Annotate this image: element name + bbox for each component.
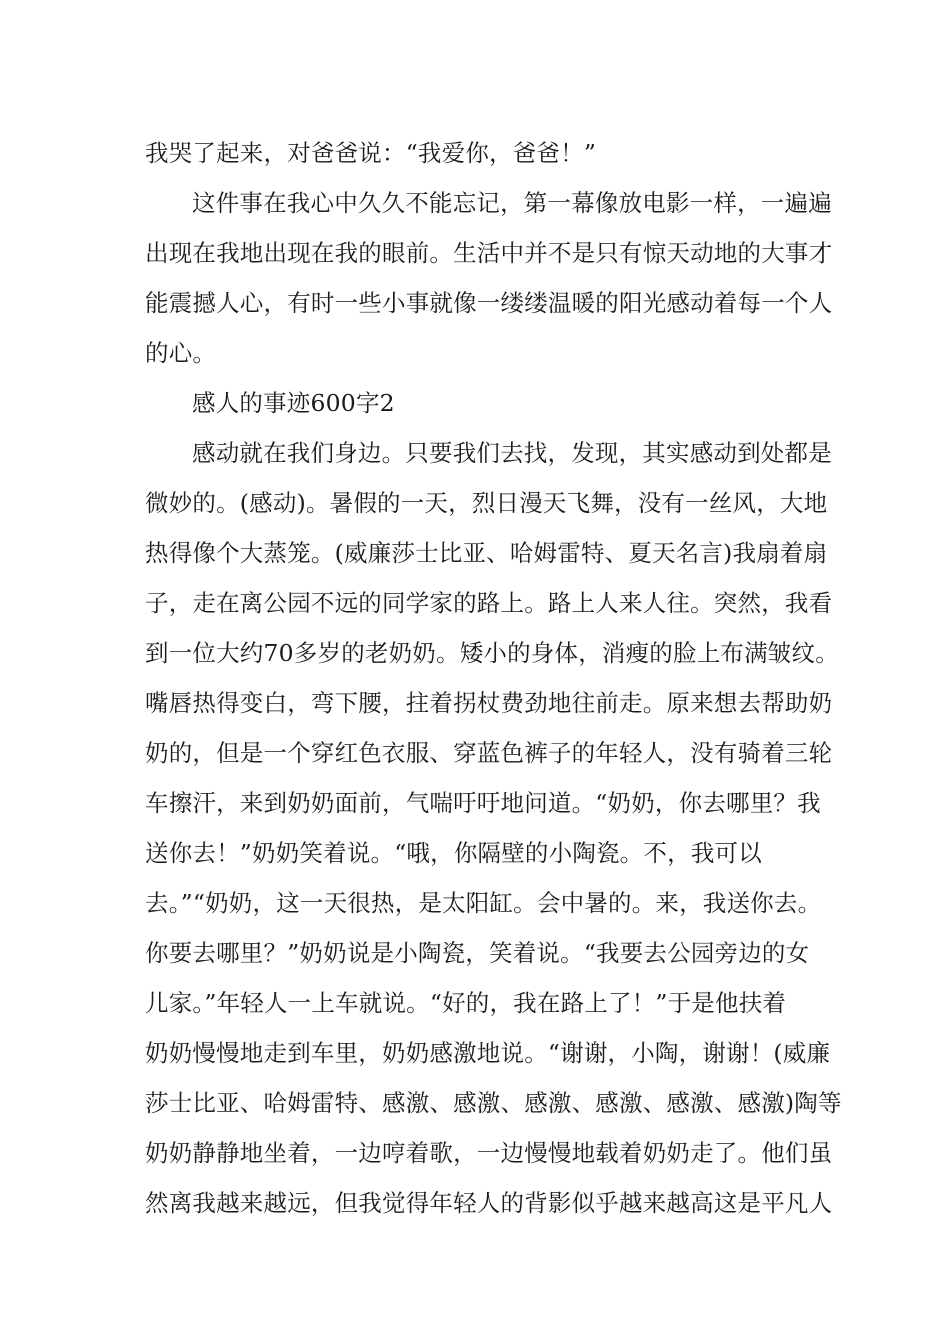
text-line: 然离我越来越远，但我觉得年轻人的背影似乎越来越高这是平凡人 bbox=[145, 1189, 833, 1217]
text-line: 嘴唇热得变白，弯下腰，拄着拐杖费劲地往前走。原来想去帮助奶 bbox=[145, 689, 833, 717]
text-line: 送你去！”奶奶笑着说。“哦，你隔壁的小陶瓷。不，我可以 bbox=[145, 839, 762, 867]
text-line: 热得像个大蒸笼。(威廉莎士比亚、哈姆雷特、夏天名言)我扇着扇 bbox=[145, 539, 828, 567]
text-line: 奶的，但是一个穿红色衣服、穿蓝色裤子的年轻人，没有骑着三轮 bbox=[145, 739, 833, 767]
text-line: 奶奶静静地坐着，一边哼着歌，一边慢慢地载着奶奶走了。他们虽 bbox=[145, 1139, 833, 1167]
text-line: 能震撼人心，有时一些小事就像一缕缕温暖的阳光感动着每一个人 bbox=[145, 289, 833, 317]
paragraph-start-line: 感动就在我们身边。只要我们去找，发现，其实感动到处都是 bbox=[192, 439, 832, 467]
text-line: 子，走在离公园不远的同学家的路上。路上人来人往。突然，我看 bbox=[145, 589, 833, 617]
section-heading: 感人的事迹600字2 bbox=[192, 389, 395, 417]
text-line: 我哭了起来，对爸爸说：“我爱你，爸爸！” bbox=[145, 139, 597, 167]
text-line: 微妙的。(感动)。暑假的一天，烈日漫天飞舞，没有一丝风，大地 bbox=[145, 489, 828, 517]
text-line: 儿家。”年轻人一上车就说。“好的，我在路上了！”于是他扶着 bbox=[145, 989, 787, 1017]
text-line: 到一位大约70多岁的老奶奶。矮小的身体，消瘦的脸上布满皱纹。 bbox=[145, 639, 839, 667]
text-line: 去。”“奶奶，这一天很热，是太阳缸。会中暑的。来，我送你去。 bbox=[145, 889, 822, 917]
text-line: 出现在我地出现在我的眼前。生活中并不是只有惊天动地的大事才 bbox=[145, 239, 833, 267]
paragraph-start-line: 这件事在我心中久久不能忘记，第一幕像放电影一样，一遍遍 bbox=[192, 189, 832, 217]
text-line: 莎士比亚、哈姆雷特、感激、感激、感激、感激、感激、感激)陶等 bbox=[145, 1089, 842, 1117]
text-line: 你要去哪里？”奶奶说是小陶瓷，笑着说。“我要去公园旁边的女 bbox=[145, 939, 810, 967]
text-line: 车擦汗，来到奶奶面前，气喘吁吁地问道。“奶奶，你去哪里？我 bbox=[145, 789, 821, 817]
text-line: 的心。 bbox=[145, 339, 217, 367]
text-line: 奶奶慢慢地走到车里，奶奶感激地说。“谢谢，小陶，谢谢！(威廉 bbox=[145, 1039, 831, 1067]
